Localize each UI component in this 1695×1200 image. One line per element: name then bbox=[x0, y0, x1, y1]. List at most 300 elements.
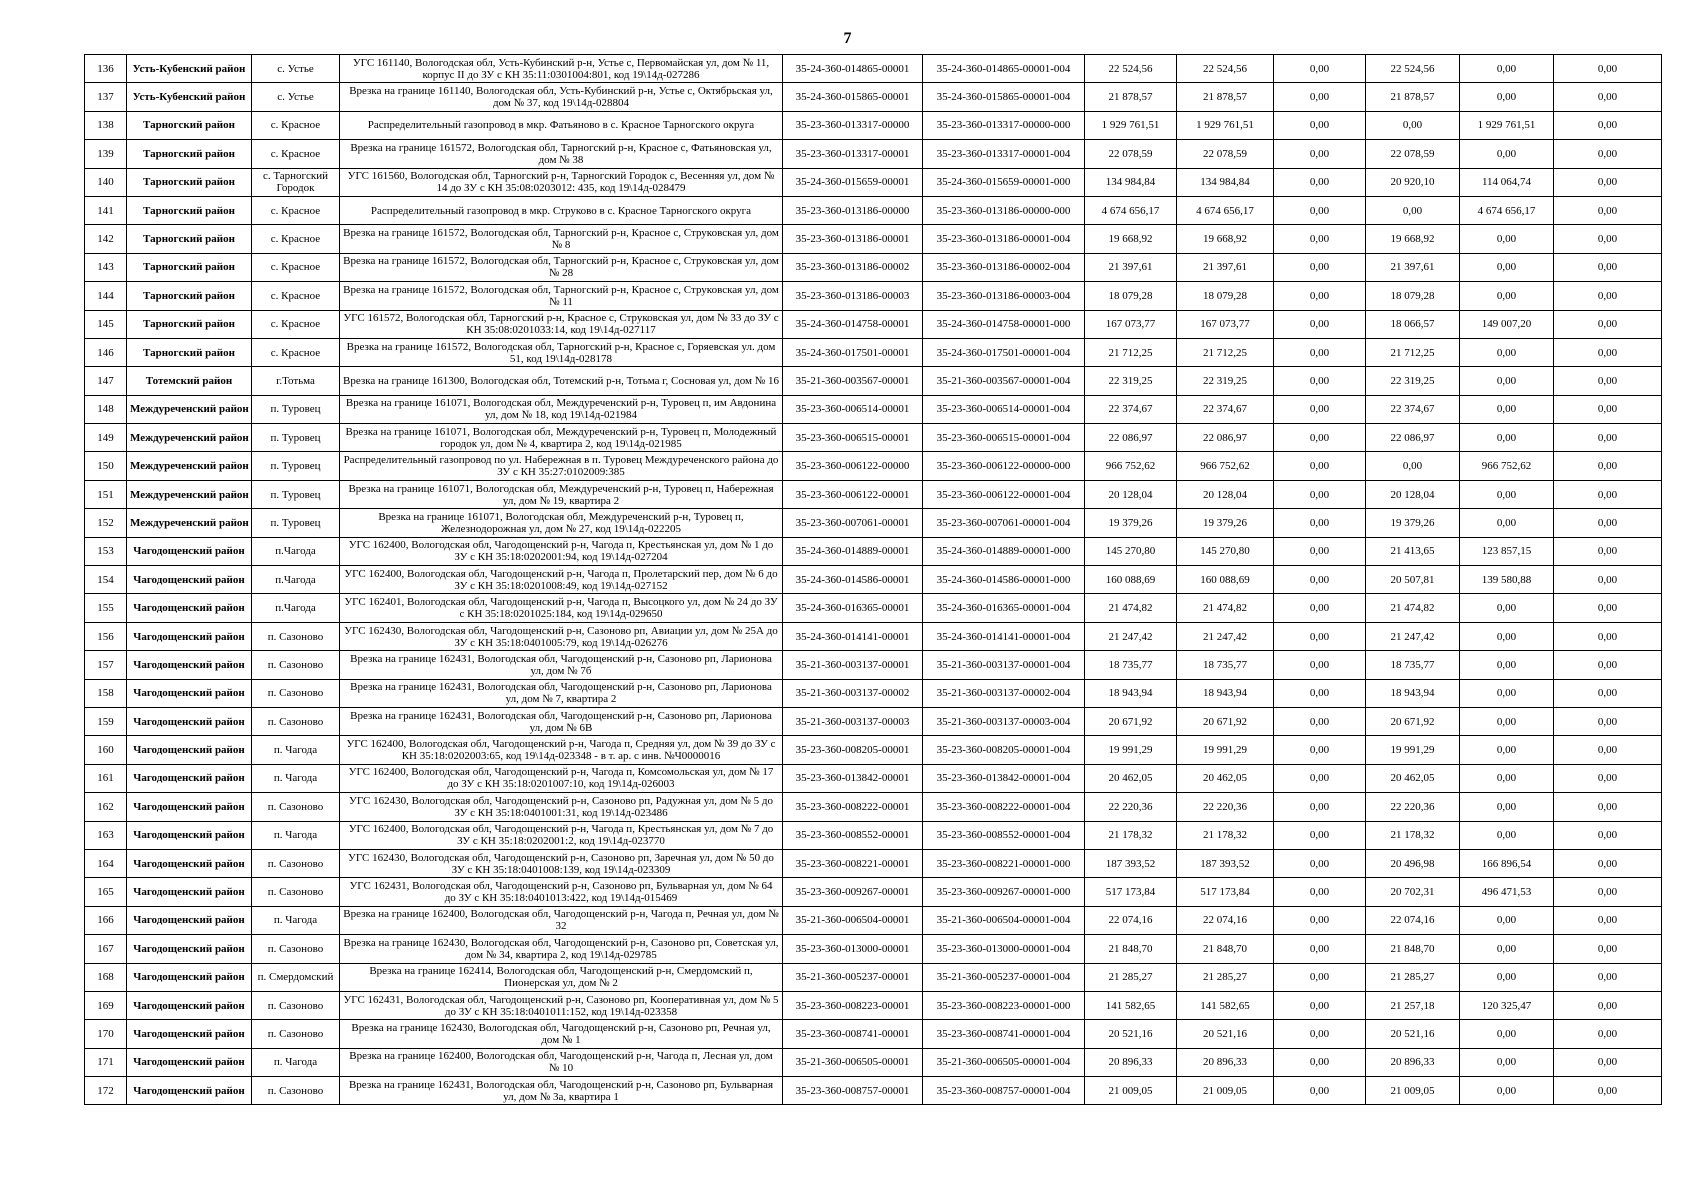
amount-cell: 21 247,42 bbox=[1085, 622, 1177, 650]
amount-cell: 0,00 bbox=[1274, 707, 1366, 735]
table-row bbox=[85, 736, 1662, 764]
amount-cell: 149 007,20 bbox=[1460, 310, 1554, 338]
amount-cell: 21 009,05 bbox=[1177, 1077, 1274, 1105]
district-cell: Чагодощенский район bbox=[127, 707, 252, 735]
amount-cell: 21 413,65 bbox=[1366, 537, 1460, 565]
district-cell: Чагодощенский район bbox=[127, 651, 252, 679]
amount-cell: 0,00 bbox=[1460, 55, 1554, 83]
amount-cell: 0,00 bbox=[1554, 55, 1662, 83]
amount-cell: 0,00 bbox=[1274, 736, 1366, 764]
object-code-cell: 35-21-360-003137-00001 bbox=[783, 651, 923, 679]
address-cell: УГС 162430, Вологодская обл, Чагодощенский р-н, Сазоново рп, Заречная ул, дом № 50 до ЗУ с КН 35:18:0401008:139, код 19\14д-023309 bbox=[340, 849, 783, 877]
object-code-cell: 35-23-360-006122-00001 bbox=[783, 480, 923, 508]
amount-cell: 21 285,27 bbox=[1366, 963, 1460, 991]
amount-cell: 0,00 bbox=[1554, 83, 1662, 111]
object-code-cell: 35-23-360-006122-00000 bbox=[783, 452, 923, 480]
amount-cell: 0,00 bbox=[1274, 594, 1366, 622]
table-row bbox=[85, 821, 1662, 849]
amount-cell: 0,00 bbox=[1554, 424, 1662, 452]
amount-cell: 18 079,28 bbox=[1085, 282, 1177, 310]
amount-cell: 0,00 bbox=[1554, 282, 1662, 310]
row-number: 163 bbox=[85, 821, 127, 849]
address-cell: Врезка на границе 161071, Вологодская обл, Междуреченский р-н, Туровец п, им Авдонина ул, дом № 18, код 19\14д-021984 bbox=[340, 395, 783, 423]
amount-cell: 0,00 bbox=[1274, 367, 1366, 395]
address-cell: Врезка на границе 161572, Вологодская обл, Тарногский р-н, Красное с, Струковская ул, дом № 28 bbox=[340, 253, 783, 281]
amount-cell: 0,00 bbox=[1274, 168, 1366, 196]
settlement-cell: п.Чагода bbox=[252, 594, 340, 622]
amount-cell: 21 009,05 bbox=[1085, 1077, 1177, 1105]
amount-cell: 19 379,26 bbox=[1177, 509, 1274, 537]
amount-cell: 20 896,33 bbox=[1177, 1048, 1274, 1076]
district-cell: Тарногский район bbox=[127, 111, 252, 139]
amount-cell: 22 086,97 bbox=[1177, 424, 1274, 452]
amount-cell: 0,00 bbox=[1554, 452, 1662, 480]
amount-cell: 0,00 bbox=[1460, 83, 1554, 111]
amount-cell: 18 079,28 bbox=[1366, 282, 1460, 310]
amount-cell: 21 178,32 bbox=[1177, 821, 1274, 849]
table-row bbox=[85, 196, 1662, 224]
amount-cell: 0,00 bbox=[1460, 651, 1554, 679]
amount-cell: 0,00 bbox=[1554, 310, 1662, 338]
row-number: 137 bbox=[85, 83, 127, 111]
table-row bbox=[85, 168, 1662, 196]
table-row bbox=[85, 55, 1662, 83]
amount-cell: 0,00 bbox=[1554, 991, 1662, 1019]
row-number: 168 bbox=[85, 963, 127, 991]
amount-cell: 160 088,69 bbox=[1085, 566, 1177, 594]
amount-cell: 0,00 bbox=[1554, 566, 1662, 594]
address-cell: Врезка на границе 162430, Вологодская обл, Чагодощенский р-н, Сазоново рп, Советская ул, дом № 34, квартира 2, код 19\14д-029785 bbox=[340, 935, 783, 963]
amount-cell: 18 943,94 bbox=[1085, 679, 1177, 707]
amount-cell: 0,00 bbox=[1554, 878, 1662, 906]
amount-cell: 0,00 bbox=[1554, 594, 1662, 622]
amount-cell: 167 073,77 bbox=[1085, 310, 1177, 338]
amount-cell: 20 507,81 bbox=[1366, 566, 1460, 594]
district-cell: Тарногский район bbox=[127, 225, 252, 253]
asset-code-cell: 35-21-360-005237-00001-004 bbox=[923, 963, 1085, 991]
amount-cell: 0,00 bbox=[1554, 225, 1662, 253]
address-cell: УГС 161140, Вологодская обл, Усть-Кубинский р-н, Устье с, Первомайская ул, дом № 11, корпус II до ЗУ с КН 35:11:0301004:801, код 19\14д-027286 bbox=[340, 55, 783, 83]
object-code-cell: 35-23-360-008741-00001 bbox=[783, 1020, 923, 1048]
asset-code-cell: 35-23-360-006122-00000-000 bbox=[923, 452, 1085, 480]
row-number: 138 bbox=[85, 111, 127, 139]
address-cell: УГС 162400, Вологодская обл, Чагодощенский р-н, Чагода п, Крестьянская ул, дом № 7 до ЗУ с КН 35:18:0202001:2, код 19\14д-023770 bbox=[340, 821, 783, 849]
district-cell: Чагодощенский район bbox=[127, 906, 252, 934]
row-number: 136 bbox=[85, 55, 127, 83]
amount-cell: 517 173,84 bbox=[1085, 878, 1177, 906]
row-number: 156 bbox=[85, 622, 127, 650]
amount-cell: 0,00 bbox=[1274, 111, 1366, 139]
table-row bbox=[85, 338, 1662, 366]
settlement-cell: с. Красное bbox=[252, 225, 340, 253]
settlement-cell: п. Сазоново bbox=[252, 991, 340, 1019]
asset-code-cell: 35-23-360-013186-00002-004 bbox=[923, 253, 1085, 281]
amount-cell: 21 009,05 bbox=[1366, 1077, 1460, 1105]
amount-cell: 496 471,53 bbox=[1460, 878, 1554, 906]
amount-cell: 0,00 bbox=[1554, 935, 1662, 963]
object-code-cell: 35-23-360-008552-00001 bbox=[783, 821, 923, 849]
amount-cell: 0,00 bbox=[1274, 253, 1366, 281]
amount-cell: 22 374,67 bbox=[1177, 395, 1274, 423]
address-cell: Распределительный газопровод по ул. Набережная в п. Туровец Междуреченского района до ЗУ с КН 35:27:0102009:385 bbox=[340, 452, 783, 480]
amount-cell: 167 073,77 bbox=[1177, 310, 1274, 338]
amount-cell: 0,00 bbox=[1274, 963, 1366, 991]
amount-cell: 21 878,57 bbox=[1085, 83, 1177, 111]
district-cell: Чагодощенский район bbox=[127, 594, 252, 622]
district-cell: Чагодощенский район bbox=[127, 679, 252, 707]
row-number: 170 bbox=[85, 1020, 127, 1048]
district-cell: Чагодощенский район bbox=[127, 878, 252, 906]
asset-code-cell: 35-23-360-008223-00001-000 bbox=[923, 991, 1085, 1019]
amount-cell: 1 929 761,51 bbox=[1177, 111, 1274, 139]
amount-cell: 0,00 bbox=[1554, 736, 1662, 764]
settlement-cell: п. Смердомский bbox=[252, 963, 340, 991]
address-cell: УГС 162400, Вологодская обл, Чагодощенский р-н, Чагода п, Крестьянская ул, дом № 1 до ЗУ с КН 35:18:0202001:94, код 19\14д-027204 bbox=[340, 537, 783, 565]
settlement-cell: п. Сазоново bbox=[252, 1020, 340, 1048]
district-cell: Чагодощенский район bbox=[127, 793, 252, 821]
amount-cell: 0,00 bbox=[1460, 1048, 1554, 1076]
amount-cell: 187 393,52 bbox=[1177, 849, 1274, 877]
object-code-cell: 35-23-360-006515-00001 bbox=[783, 424, 923, 452]
asset-code-cell: 35-24-360-014758-00001-000 bbox=[923, 310, 1085, 338]
asset-code-cell: 35-21-360-006504-00001-004 bbox=[923, 906, 1085, 934]
row-number: 158 bbox=[85, 679, 127, 707]
amount-cell: 20 496,98 bbox=[1366, 849, 1460, 877]
amount-cell: 139 580,88 bbox=[1460, 566, 1554, 594]
asset-code-cell: 35-24-360-014889-00001-000 bbox=[923, 537, 1085, 565]
table-body bbox=[85, 55, 1662, 1105]
district-cell: Междуреченский район bbox=[127, 452, 252, 480]
amount-cell: 0,00 bbox=[1554, 367, 1662, 395]
amount-cell: 0,00 bbox=[1460, 793, 1554, 821]
row-number: 146 bbox=[85, 338, 127, 366]
amount-cell: 0,00 bbox=[1274, 906, 1366, 934]
table-row bbox=[85, 509, 1662, 537]
district-cell: Междуреченский район bbox=[127, 480, 252, 508]
settlement-cell: п. Чагода bbox=[252, 1048, 340, 1076]
row-number: 160 bbox=[85, 736, 127, 764]
asset-code-cell: 35-23-360-013317-00001-004 bbox=[923, 140, 1085, 168]
amount-cell: 21 474,82 bbox=[1085, 594, 1177, 622]
asset-code-cell: 35-23-360-008205-00001-004 bbox=[923, 736, 1085, 764]
district-cell: Чагодощенский район bbox=[127, 736, 252, 764]
amount-cell: 0,00 bbox=[1460, 282, 1554, 310]
district-cell: Тарногский район bbox=[127, 196, 252, 224]
address-cell: Врезка на границе 161300, Вологодская обл, Тотемский р-н, Тотьма г, Сосновая ул, дом № 16 bbox=[340, 367, 783, 395]
object-code-cell: 35-23-360-008205-00001 bbox=[783, 736, 923, 764]
table-row bbox=[85, 963, 1662, 991]
object-code-cell: 35-24-360-014758-00001 bbox=[783, 310, 923, 338]
amount-cell: 0,00 bbox=[1554, 849, 1662, 877]
table-row bbox=[85, 707, 1662, 735]
object-code-cell: 35-24-360-017501-00001 bbox=[783, 338, 923, 366]
table-row bbox=[85, 622, 1662, 650]
table-row bbox=[85, 651, 1662, 679]
row-number: 157 bbox=[85, 651, 127, 679]
amount-cell: 0,00 bbox=[1274, 1077, 1366, 1105]
amount-cell: 145 270,80 bbox=[1177, 537, 1274, 565]
amount-cell: 0,00 bbox=[1366, 196, 1460, 224]
amount-cell: 0,00 bbox=[1554, 111, 1662, 139]
amount-cell: 0,00 bbox=[1274, 83, 1366, 111]
row-number: 151 bbox=[85, 480, 127, 508]
object-code-cell: 35-23-360-013000-00001 bbox=[783, 935, 923, 963]
settlement-cell: п. Туровец bbox=[252, 480, 340, 508]
settlement-cell: с. Красное bbox=[252, 338, 340, 366]
row-number: 150 bbox=[85, 452, 127, 480]
page-number: 7 bbox=[843, 30, 852, 47]
amount-cell: 0,00 bbox=[1274, 1048, 1366, 1076]
address-cell: Врезка на границе 162431, Вологодская обл, Чагодощенский р-н, Сазоново рп, Ларионова ул, дом № 7, квартира 2 bbox=[340, 679, 783, 707]
asset-code-cell: 35-23-360-013317-00000-000 bbox=[923, 111, 1085, 139]
amount-cell: 20 671,92 bbox=[1085, 707, 1177, 735]
settlement-cell: г.Тотьма bbox=[252, 367, 340, 395]
table-row bbox=[85, 424, 1662, 452]
amount-cell: 0,00 bbox=[1554, 906, 1662, 934]
amount-cell: 0,00 bbox=[1274, 395, 1366, 423]
amount-cell: 0,00 bbox=[1460, 679, 1554, 707]
object-code-cell: 35-21-360-003567-00001 bbox=[783, 367, 923, 395]
amount-cell: 0,00 bbox=[1554, 1077, 1662, 1105]
asset-code-cell: 35-24-360-014586-00001-000 bbox=[923, 566, 1085, 594]
amount-cell: 1 929 761,51 bbox=[1085, 111, 1177, 139]
district-cell: Чагодощенский район bbox=[127, 849, 252, 877]
amount-cell: 0,00 bbox=[1460, 509, 1554, 537]
amount-cell: 0,00 bbox=[1274, 878, 1366, 906]
row-number: 142 bbox=[85, 225, 127, 253]
amount-cell: 22 086,97 bbox=[1085, 424, 1177, 452]
amount-cell: 0,00 bbox=[1460, 395, 1554, 423]
amount-cell: 187 393,52 bbox=[1085, 849, 1177, 877]
table-row bbox=[85, 282, 1662, 310]
district-cell: Тарногский район bbox=[127, 140, 252, 168]
district-cell: Тарногский район bbox=[127, 253, 252, 281]
row-number: 148 bbox=[85, 395, 127, 423]
district-cell: Чагодощенский район bbox=[127, 537, 252, 565]
object-code-cell: 35-23-360-013186-00003 bbox=[783, 282, 923, 310]
settlement-cell: п. Сазоново bbox=[252, 679, 340, 707]
asset-code-cell: 35-24-360-014141-00001-004 bbox=[923, 622, 1085, 650]
asset-code-cell: 35-23-360-009267-00001-000 bbox=[923, 878, 1085, 906]
amount-cell: 0,00 bbox=[1274, 424, 1366, 452]
amount-cell: 20 462,05 bbox=[1177, 764, 1274, 792]
object-code-cell: 35-23-360-008223-00001 bbox=[783, 991, 923, 1019]
amount-cell: 20 462,05 bbox=[1366, 764, 1460, 792]
object-code-cell: 35-24-360-014586-00001 bbox=[783, 566, 923, 594]
amount-cell: 141 582,65 bbox=[1177, 991, 1274, 1019]
address-cell: УГС 162431, Вологодская обл, Чагодощенский р-н, Сазоново рп, Бульварная ул, дом № 64 до ЗУ с КН 35:18:0401013:422, код 19\14д-015469 bbox=[340, 878, 783, 906]
amount-cell: 22 374,67 bbox=[1085, 395, 1177, 423]
amount-cell: 18 735,77 bbox=[1085, 651, 1177, 679]
amount-cell: 0,00 bbox=[1460, 480, 1554, 508]
address-cell: УГС 162400, Вологодская обл, Чагодощенский р-н, Чагода п, Пролетарский пер, дом № 6 до ЗУ с КН 35:18:0201008:49, код 19\14д-027152 bbox=[340, 566, 783, 594]
asset-code-cell: 35-23-360-008741-00001-004 bbox=[923, 1020, 1085, 1048]
address-cell: Врезка на границе 161071, Вологодская обл, Междуреченский р-н, Туровец п, Набережная ул, дом № 19, квартира 2 bbox=[340, 480, 783, 508]
amount-cell: 21 397,61 bbox=[1085, 253, 1177, 281]
address-cell: Врезка на границе 162431, Вологодская обл, Чагодощенский р-н, Сазоново рп, Ларионова ул, дом № 7б bbox=[340, 651, 783, 679]
amount-cell: 19 668,92 bbox=[1366, 225, 1460, 253]
amount-cell: 0,00 bbox=[1460, 367, 1554, 395]
settlement-cell: с. Устье bbox=[252, 55, 340, 83]
amount-cell: 517 173,84 bbox=[1177, 878, 1274, 906]
amount-cell: 21 257,18 bbox=[1366, 991, 1460, 1019]
asset-code-cell: 35-24-360-017501-00001-004 bbox=[923, 338, 1085, 366]
amount-cell: 0,00 bbox=[1460, 764, 1554, 792]
address-cell: Врезка на границе 162431, Вологодская обл, Чагодощенский р-н, Сазоново рп, Бульварная ул, дом № 3а, квартира 1 bbox=[340, 1077, 783, 1105]
address-cell: Врезка на границе 162400, Вологодская обл, Чагодощенский р-н, Чагода п, Речная ул, дом № 32 bbox=[340, 906, 783, 934]
object-code-cell: 35-21-360-003137-00003 bbox=[783, 707, 923, 735]
amount-cell: 21 397,61 bbox=[1177, 253, 1274, 281]
amount-cell: 0,00 bbox=[1274, 509, 1366, 537]
settlement-cell: п. Сазоново bbox=[252, 651, 340, 679]
address-cell: Врезка на границе 161572, Вологодская обл, Тарногский р-н, Красное с, Фатьяновская ул, дом № 38 bbox=[340, 140, 783, 168]
object-code-cell: 35-23-360-008222-00001 bbox=[783, 793, 923, 821]
asset-code-cell: 35-24-360-015865-00001-004 bbox=[923, 83, 1085, 111]
asset-code-cell: 35-23-360-013842-00001-004 bbox=[923, 764, 1085, 792]
row-number: 155 bbox=[85, 594, 127, 622]
settlement-cell: п. Туровец bbox=[252, 424, 340, 452]
amount-cell: 0,00 bbox=[1274, 935, 1366, 963]
amount-cell: 0,00 bbox=[1460, 338, 1554, 366]
address-cell: Врезка на границе 162430, Вологодская обл, Чагодощенский р-н, Сазоново рп, Речная ул, дом № 1 bbox=[340, 1020, 783, 1048]
amount-cell: 20 702,31 bbox=[1366, 878, 1460, 906]
amount-cell: 0,00 bbox=[1554, 1048, 1662, 1076]
amount-cell: 141 582,65 bbox=[1085, 991, 1177, 1019]
amount-cell: 0,00 bbox=[1460, 140, 1554, 168]
object-code-cell: 35-23-360-008221-00001 bbox=[783, 849, 923, 877]
amount-cell: 0,00 bbox=[1460, 622, 1554, 650]
amount-cell: 0,00 bbox=[1554, 793, 1662, 821]
object-code-cell: 35-24-360-014865-00001 bbox=[783, 55, 923, 83]
amount-cell: 0,00 bbox=[1274, 196, 1366, 224]
settlement-cell: с. Красное bbox=[252, 310, 340, 338]
amount-cell: 0,00 bbox=[1274, 537, 1366, 565]
district-cell: Усть-Кубенский район bbox=[127, 83, 252, 111]
amount-cell: 0,00 bbox=[1554, 537, 1662, 565]
amount-cell: 0,00 bbox=[1274, 622, 1366, 650]
asset-code-cell: 35-23-360-007061-00001-004 bbox=[923, 509, 1085, 537]
settlement-cell: п. Сазоново bbox=[252, 707, 340, 735]
amount-cell: 0,00 bbox=[1554, 168, 1662, 196]
amount-cell: 20 462,05 bbox=[1085, 764, 1177, 792]
amount-cell: 21 178,32 bbox=[1366, 821, 1460, 849]
object-code-cell: 35-23-360-007061-00001 bbox=[783, 509, 923, 537]
table-row bbox=[85, 225, 1662, 253]
row-number: 143 bbox=[85, 253, 127, 281]
address-cell: Распределительный газопровод в мкр. Струково в с. Красное Тарногского округа bbox=[340, 196, 783, 224]
address-cell: Врезка на границе 162400, Вологодская обл, Чагодощенский р-н, Чагода п, Лесная ул, дом № 10 bbox=[340, 1048, 783, 1076]
address-cell: УГС 162430, Вологодская обл, Чагодощенский р-н, Сазоново рп, Радужная ул, дом № 5 до ЗУ с КН 35:18:0401001:31, код 19\14д-023486 bbox=[340, 793, 783, 821]
amount-cell: 0,00 bbox=[1274, 566, 1366, 594]
asset-code-cell: 35-23-360-008552-00001-004 bbox=[923, 821, 1085, 849]
amount-cell: 134 984,84 bbox=[1177, 168, 1274, 196]
amount-cell: 0,00 bbox=[1460, 1020, 1554, 1048]
table-row bbox=[85, 367, 1662, 395]
amount-cell: 0,00 bbox=[1460, 253, 1554, 281]
address-cell: Врезка на границе 161572, Вологодская обл, Тарногский р-н, Красное с, Струковская ул, дом № 11 bbox=[340, 282, 783, 310]
amount-cell: 22 078,59 bbox=[1177, 140, 1274, 168]
settlement-cell: с. Устье bbox=[252, 83, 340, 111]
amount-cell: 966 752,62 bbox=[1460, 452, 1554, 480]
settlement-cell: п. Чагода bbox=[252, 764, 340, 792]
table-row bbox=[85, 395, 1662, 423]
amount-cell: 0,00 bbox=[1460, 707, 1554, 735]
asset-code-cell: 35-24-360-016365-00001-004 bbox=[923, 594, 1085, 622]
address-cell: УГС 162400, Вологодская обл, Чагодощенский р-н, Чагода п, Комсомольская ул, дом № 17 до ЗУ с КН 35:18:0201007:10, код 19\14д-026003 bbox=[340, 764, 783, 792]
amount-cell: 0,00 bbox=[1274, 651, 1366, 679]
amount-cell: 0,00 bbox=[1460, 424, 1554, 452]
address-cell: УГС 162431, Вологодская обл, Чагодощенский р-н, Сазоново рп, Кооперативная ул, дом № 5 до ЗУ с КН 35:18:0401011:152, код 19\14д-023358 bbox=[340, 991, 783, 1019]
object-code-cell: 35-23-360-013186-00002 bbox=[783, 253, 923, 281]
object-code-cell: 35-23-360-006514-00001 bbox=[783, 395, 923, 423]
object-code-cell: 35-23-360-013317-00000 bbox=[783, 111, 923, 139]
district-cell: Междуреченский район bbox=[127, 424, 252, 452]
amount-cell: 4 674 656,17 bbox=[1460, 196, 1554, 224]
amount-cell: 19 668,92 bbox=[1177, 225, 1274, 253]
district-cell: Чагодощенский район bbox=[127, 821, 252, 849]
table-row bbox=[85, 1020, 1662, 1048]
amount-cell: 20 896,33 bbox=[1085, 1048, 1177, 1076]
amount-cell: 0,00 bbox=[1554, 140, 1662, 168]
object-code-cell: 35-21-360-006504-00001 bbox=[783, 906, 923, 934]
amount-cell: 22 524,56 bbox=[1177, 55, 1274, 83]
table-row bbox=[85, 1077, 1662, 1105]
amount-cell: 0,00 bbox=[1274, 55, 1366, 83]
asset-code-cell: 35-23-360-006122-00001-004 bbox=[923, 480, 1085, 508]
row-number: 140 bbox=[85, 168, 127, 196]
amount-cell: 123 857,15 bbox=[1460, 537, 1554, 565]
table-row bbox=[85, 793, 1662, 821]
table-row bbox=[85, 1048, 1662, 1076]
amount-cell: 19 668,92 bbox=[1085, 225, 1177, 253]
asset-code-cell: 35-21-360-003137-00002-004 bbox=[923, 679, 1085, 707]
amount-cell: 0,00 bbox=[1274, 225, 1366, 253]
amount-cell: 21 848,70 bbox=[1177, 935, 1274, 963]
amount-cell: 22 086,97 bbox=[1366, 424, 1460, 452]
amount-cell: 21 848,70 bbox=[1366, 935, 1460, 963]
object-code-cell: 35-21-360-005237-00001 bbox=[783, 963, 923, 991]
settlement-cell: п. Сазоново bbox=[252, 793, 340, 821]
settlement-cell: с. Красное bbox=[252, 253, 340, 281]
amount-cell: 19 991,29 bbox=[1366, 736, 1460, 764]
amount-cell: 21 247,42 bbox=[1177, 622, 1274, 650]
district-cell: Усть-Кубенский район bbox=[127, 55, 252, 83]
table-row bbox=[85, 991, 1662, 1019]
amount-cell: 0,00 bbox=[1366, 452, 1460, 480]
district-cell: Междуреченский район bbox=[127, 395, 252, 423]
settlement-cell: п. Туровец bbox=[252, 452, 340, 480]
amount-cell: 966 752,62 bbox=[1177, 452, 1274, 480]
asset-code-cell: 35-23-360-013186-00001-004 bbox=[923, 225, 1085, 253]
address-cell: Врезка на границе 161572, Вологодская обл, Тарногский р-н, Красное с, Струковская ул, дом № 8 bbox=[340, 225, 783, 253]
row-number: 164 bbox=[85, 849, 127, 877]
amount-cell: 20 128,04 bbox=[1085, 480, 1177, 508]
asset-code-cell: 35-23-360-008221-00001-000 bbox=[923, 849, 1085, 877]
asset-code-cell: 35-24-360-015659-00001-000 bbox=[923, 168, 1085, 196]
amount-cell: 0,00 bbox=[1460, 594, 1554, 622]
amount-cell: 18 943,94 bbox=[1366, 679, 1460, 707]
amount-cell: 18 943,94 bbox=[1177, 679, 1274, 707]
row-number: 139 bbox=[85, 140, 127, 168]
district-cell: Чагодощенский район bbox=[127, 963, 252, 991]
amount-cell: 0,00 bbox=[1460, 1077, 1554, 1105]
address-cell: УГС 162430, Вологодская обл, Чагодощенский р-н, Сазоново рп, Авиации ул, дом № 25А до ЗУ с КН 35:18:0401005:79, код 19\14д-026276 bbox=[340, 622, 783, 650]
district-cell: Тарногский район bbox=[127, 338, 252, 366]
amount-cell: 21 712,25 bbox=[1366, 338, 1460, 366]
amount-cell: 0,00 bbox=[1554, 707, 1662, 735]
object-code-cell: 35-21-360-006505-00001 bbox=[783, 1048, 923, 1076]
amount-cell: 0,00 bbox=[1366, 111, 1460, 139]
